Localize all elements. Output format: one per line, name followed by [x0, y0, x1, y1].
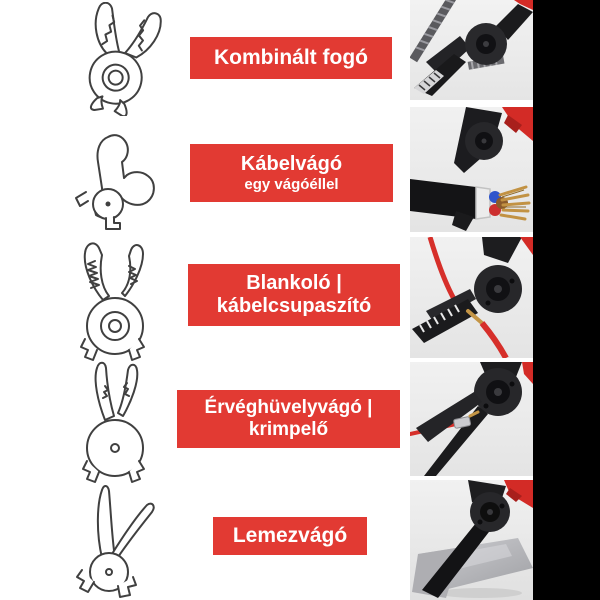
label-row5-title: Lemezvágó — [232, 523, 348, 547]
sheet-shear-photo — [410, 480, 533, 600]
combination-pliers-line-icon — [58, 2, 180, 116]
label-row4-subtitle: krimpelő — [248, 419, 329, 440]
label-kabelvago — [190, 144, 393, 202]
right-black-strip — [533, 0, 600, 600]
wire-stripper-photo — [410, 237, 533, 358]
cable-cutter-photo — [410, 107, 533, 232]
label-row3-title: Blankoló | — [246, 272, 342, 294]
label-row3-subtitle: kábelcsupaszító — [216, 295, 372, 317]
label-blankolo — [188, 264, 400, 326]
label-lemezvago — [213, 517, 367, 555]
label-row2-title: Kábelvágó — [240, 152, 343, 175]
label-row4-title: Érvéghüvelyvágó | — [204, 397, 373, 419]
ferrule-crimper-photo — [410, 362, 533, 476]
cable-cutter-line-icon — [62, 128, 170, 234]
label-row2-subtitle: egy vágóéllel — [244, 175, 339, 193]
label-kombinalt-fogo — [190, 37, 392, 79]
sheet-shear-line-icon — [52, 478, 180, 600]
ferrule-crimper-line-icon — [55, 358, 177, 484]
wire-stripper-line-icon — [55, 238, 180, 362]
label-ervheguvelyvago — [177, 390, 400, 448]
combination-pliers-photo — [410, 0, 533, 100]
label-row1-title: Kombinált fogó — [214, 45, 368, 69]
